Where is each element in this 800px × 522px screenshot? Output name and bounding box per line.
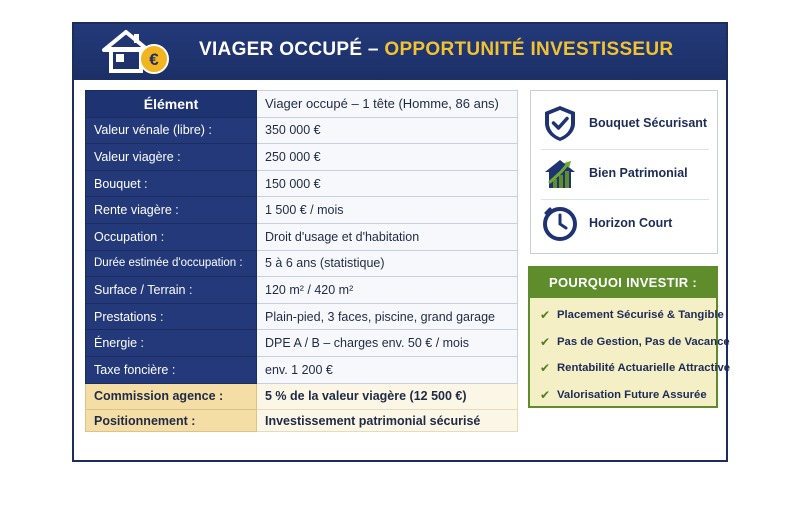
table-row <box>86 250 518 277</box>
divider <box>541 199 709 200</box>
title-accent: OPPORTUNITÉ INVESTISSEUR <box>384 39 674 60</box>
page-title <box>199 39 673 61</box>
table-row <box>86 303 518 330</box>
row-label: Valeur viagère : <box>86 144 257 171</box>
house-euro-logo-icon <box>100 28 176 76</box>
list-item <box>540 355 731 382</box>
feature-item <box>541 151 711 195</box>
table-row <box>86 223 518 250</box>
list-item <box>540 329 730 356</box>
property-table <box>85 90 518 432</box>
row-value: 350 000 € <box>257 117 518 144</box>
row-label: Commission agence : <box>86 383 257 410</box>
row-value: Droit d'usage et d'habitation <box>257 223 518 250</box>
shield-check-icon <box>541 104 579 142</box>
features-panel <box>530 90 718 254</box>
why-invest-list <box>530 298 731 408</box>
table-row <box>86 170 518 197</box>
row-label: Taxe foncière : <box>86 356 257 383</box>
table-row <box>86 277 518 304</box>
list-item <box>540 382 716 409</box>
row-value: DPE A / B – charges env. 50 € / mois <box>257 330 518 357</box>
feature-item <box>541 201 711 245</box>
row-label: Occupation : <box>86 223 257 250</box>
table-row <box>86 330 518 357</box>
table-header-label: Élément <box>86 91 257 118</box>
row-label: Valeur vénale (libre) : <box>86 117 257 144</box>
table-row <box>86 356 518 383</box>
row-value: 250 000 € <box>257 144 518 171</box>
table-row <box>86 117 518 144</box>
list-item-label: Placement Sécurisé & Tangible <box>557 309 724 322</box>
row-value: 120 m² / 420 m² <box>257 277 518 304</box>
table-row <box>86 144 518 171</box>
list-item-label: Pas de Gestion, Pas de Vacance <box>557 335 730 348</box>
row-label: Bouquet : <box>86 170 257 197</box>
row-label: Rente viagère : <box>86 197 257 224</box>
row-label: Surface / Terrain : <box>86 277 257 304</box>
checkmark-icon: ✔ <box>540 308 551 323</box>
list-item <box>540 302 724 329</box>
table-row <box>86 197 518 224</box>
row-value: 1 500 € / mois <box>257 197 518 224</box>
why-invest-panel <box>528 266 731 408</box>
row-value: Plain-pied, 3 faces, piscine, grand garage <box>257 303 518 330</box>
feature-label: Bien Patrimonial <box>589 166 688 180</box>
divider <box>541 149 709 150</box>
table-header-row <box>86 91 518 118</box>
checkmark-icon: ✔ <box>540 361 551 376</box>
list-item-label: Rentabilité Actuarielle Attractive <box>557 362 731 375</box>
row-value: 5 à 6 ans (statistique) <box>257 250 518 277</box>
list-item-label: Valorisation Future Assurée <box>557 388 707 401</box>
table-header-value: Viager occupé – 1 tête (Homme, 86 ans) <box>257 91 518 118</box>
house-growth-icon <box>541 154 579 192</box>
feature-item <box>541 101 711 145</box>
table-row-highlight <box>86 410 518 432</box>
svg-text:€: € <box>149 50 159 69</box>
feature-label: Bouquet Sécurisant <box>589 116 708 130</box>
row-value: env. 1 200 € <box>257 356 518 383</box>
info-card <box>72 22 731 462</box>
row-label: Énergie : <box>86 330 257 357</box>
why-invest-title: POURQUOI INVESTIR : <box>530 268 716 298</box>
row-value: 150 000 € <box>257 170 518 197</box>
row-value: Investissement patrimonial sécurisé <box>257 410 518 432</box>
feature-label: Horizon Court <box>589 216 673 230</box>
row-label: Prestations : <box>86 303 257 330</box>
row-label: Positionnement : <box>86 410 257 432</box>
table-row-highlight <box>86 383 518 410</box>
clock-icon <box>541 204 579 242</box>
checkmark-icon: ✔ <box>540 387 551 402</box>
checkmark-icon: ✔ <box>540 334 551 349</box>
row-value: 5 % de la valeur viagère (12 500 €) <box>257 383 518 410</box>
title-main: VIAGER OCCUPÉ – <box>199 39 379 60</box>
header-banner <box>74 24 726 80</box>
row-label: Durée estimée d'occupation : <box>86 250 257 277</box>
